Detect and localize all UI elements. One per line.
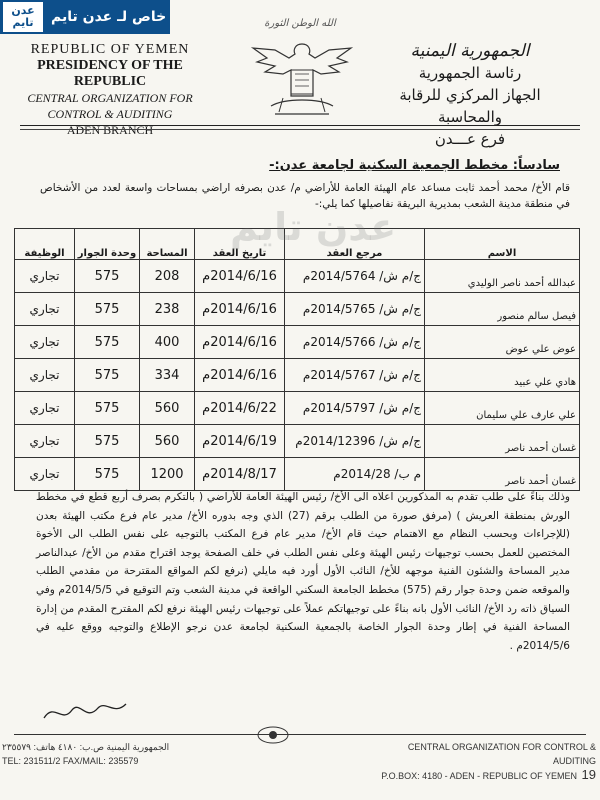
watermark: عدن تايم — [230, 205, 397, 249]
cell-job: تجاري — [15, 458, 75, 491]
cell-ref: ج/م ش/ 2014/12396م — [285, 425, 425, 458]
header-rule — [20, 125, 580, 126]
cell-date: 2014/6/22م — [195, 392, 285, 425]
table-row — [15, 326, 580, 359]
cell-date: 2014/6/16م — [195, 293, 285, 326]
footer-left-line2: TEL: 231511/2 FAX/MAIL: 235579 — [2, 756, 139, 766]
eye-stamp-icon — [255, 722, 291, 748]
header-en-line5: ADEN BRANCH — [66, 123, 154, 137]
table-row — [15, 359, 580, 392]
cell-job: تجاري — [15, 326, 75, 359]
cell-name: علي عارف علي سليمان — [425, 392, 580, 425]
cell-unit: 575 — [75, 359, 140, 392]
col-unit: وحدة الجوار — [75, 229, 140, 260]
section-title: سادساً: مخطط الجمعية السكنية لجامعة عدن:- — [269, 158, 560, 173]
header-arabic — [370, 40, 570, 150]
cell-name: عوض علي عوض — [425, 326, 580, 359]
signature-icon — [40, 698, 130, 726]
table-row — [15, 392, 580, 425]
cell-job: تجاري — [15, 425, 75, 458]
header-ar-line1: الجمهورية اليمنية — [410, 41, 530, 61]
cell-job: تجاري — [15, 260, 75, 293]
footer-right-line2 — [366, 768, 596, 783]
cell-ref: ج/م ش/ 2014/5766م — [285, 326, 425, 359]
header-en-line2: PRESIDENCY OF THE REPUBLIC — [37, 58, 183, 89]
cell-date: 2014/6/16م — [195, 326, 285, 359]
badge-text: خاص لـ عدن تايم — [51, 9, 167, 25]
footer-left — [2, 740, 232, 768]
emblem-motto: الله الوطن الثورة — [264, 18, 336, 29]
col-job: الوظيفة — [15, 229, 75, 260]
cell-area: 560 — [140, 425, 195, 458]
cell-area: 238 — [140, 293, 195, 326]
cell-unit: 575 — [75, 260, 140, 293]
cell-date: 2014/8/17م — [195, 458, 285, 491]
cell-date: 2014/6/19م — [195, 425, 285, 458]
body-paragraph: وذلك بناءً على طلب تقدم به المذكورين اعلاه الى الأخ/ رئيس الهيئة العامة للأراضي ( بالتكرم بصرف أربع قطع في مخطط الورش بمنطقة العريش ) (مرفق صورة من الطلب برقم (27) الذي وجه بدوره الأخ/ مدير عام فرع مكتب الهيئة بعدن (للإجراءات وبحسب النظام مع الاهتمام حيث قام الأخ/ مدير عام فرع المكتب بالتوجيه على نفس الطلب الى الأخوة المختصين للعمل بحسب توجيهات رئيس الهيئة وعلى نفس الطلب في خلف الصفحة يوجد اقتراح مقدم من الأخ/ عبدالناصر مدير المساحة والشئون الفنية موجهه للأخ/ النائب الأول أورد فيه مايلي (نرفع لكم المواقع المقترحة من مقدمي الطلب والموقعه ضمن وحدة جوار رقم (575) مخطط الجامعة السكني الواقعة في مدينة الشعب وتم التوقيع في 2014/5/5م وفي السياق ذاته رد الأخ/ النائب الأول بانه بناءً على توجيهاتكم عملاً على توجيهات رئيس الهيئة نرفع لكم المقترح المقدم من إدارة المساحة الفنية في إطار وحدة الجوار الخاصة بالجمعية السكنية لجامعة عدن نرجو الإطلاع والتوجيه ووقع عليه في 2014/5/6م . — [36, 491, 570, 652]
cell-area: 208 — [140, 260, 195, 293]
header-english — [0, 42, 220, 138]
site-badge — [0, 0, 170, 34]
logo-bottom: تايم — [12, 16, 34, 29]
cell-name: غسان أحمد ناصر — [425, 458, 580, 491]
cell-unit: 575 — [75, 326, 140, 359]
cell-unit: 575 — [75, 293, 140, 326]
header-ar-line2: رئاسة الجمهورية — [418, 64, 522, 82]
cell-name: هادي علي عبيد — [425, 359, 580, 392]
cell-area: 560 — [140, 392, 195, 425]
cell-name: غسان أحمد ناصر — [425, 425, 580, 458]
header-en-line1: REPUBLIC OF YEMEN — [30, 42, 190, 57]
cell-job: تجاري — [15, 392, 75, 425]
footer-rule — [14, 734, 586, 735]
cell-ref: م ب/ 2014/28م — [285, 458, 425, 491]
header-en-line4: CONTROL & AUDITING — [47, 107, 173, 121]
cell-ref: ج/م ش/ 2014/5765م — [285, 293, 425, 326]
cell-area: 334 — [140, 359, 195, 392]
table-row — [15, 425, 580, 458]
footer-right — [366, 740, 596, 783]
cell-job: تجاري — [15, 293, 75, 326]
col-name: الاسم — [425, 229, 580, 260]
cell-ref: ج/م ش/ 2014/5764م — [285, 260, 425, 293]
table-row — [15, 293, 580, 326]
page-number: 19 — [581, 767, 596, 782]
header-ar-line3: الجهاز المركزي للرقابة والمحاسبة — [399, 86, 541, 126]
cell-area: 1200 — [140, 458, 195, 491]
table-row — [15, 458, 580, 491]
cell-name: فيصل سالم منصور — [425, 293, 580, 326]
footer-left-line1: الجمهورية اليمنية ص.ب: ٤١٨٠ هاتف: ٢٣٥٥٧٩ — [2, 742, 170, 752]
site-logo — [3, 2, 43, 32]
col-date: تاريخ العقد — [195, 229, 285, 260]
cell-unit: 575 — [75, 458, 140, 491]
cell-area: 400 — [140, 326, 195, 359]
footer-address: P.O.BOX: 4180 - ADEN - REPUBLIC OF YEMEN — [381, 771, 578, 781]
intro-paragraph: قام الأخ/ محمد أحمد ثابت مساعد عام الهيئة العامة للأراضي م/ عدن بصرفه اراضي بمساحات واسعة لعدد من الأشخاص في منطقة مدينة الشعب بمديرية البريقة نفاصيلها كما يلي:- — [40, 182, 570, 210]
footer-right-line1: CENTRAL ORGANIZATION FOR CONTROL & AUDITING — [407, 742, 596, 766]
col-ref: مرجع العقد — [285, 229, 425, 260]
cell-unit: 575 — [75, 425, 140, 458]
cell-name: عبدالله أحمد ناصر الوليدي — [425, 260, 580, 293]
cell-date: 2014/6/16م — [195, 260, 285, 293]
header-en-line3: CENTRAL ORGANIZATION FOR — [27, 91, 193, 105]
cell-ref: ج/م ش/ 2014/5767م — [285, 359, 425, 392]
col-area: المساحة — [140, 229, 195, 260]
cell-job: تجاري — [15, 359, 75, 392]
yemen-eagle-emblem-icon — [245, 36, 360, 126]
header-rule-thin — [20, 129, 580, 130]
logo-top: عدن — [11, 4, 35, 17]
table-row — [15, 260, 580, 293]
header-ar-line4: فرع عـــدن — [434, 130, 506, 148]
cell-unit: 575 — [75, 392, 140, 425]
cell-ref: ج/م ش/ 2014/5797م — [285, 392, 425, 425]
allocations-table — [14, 228, 580, 491]
cell-date: 2014/6/16م — [195, 359, 285, 392]
